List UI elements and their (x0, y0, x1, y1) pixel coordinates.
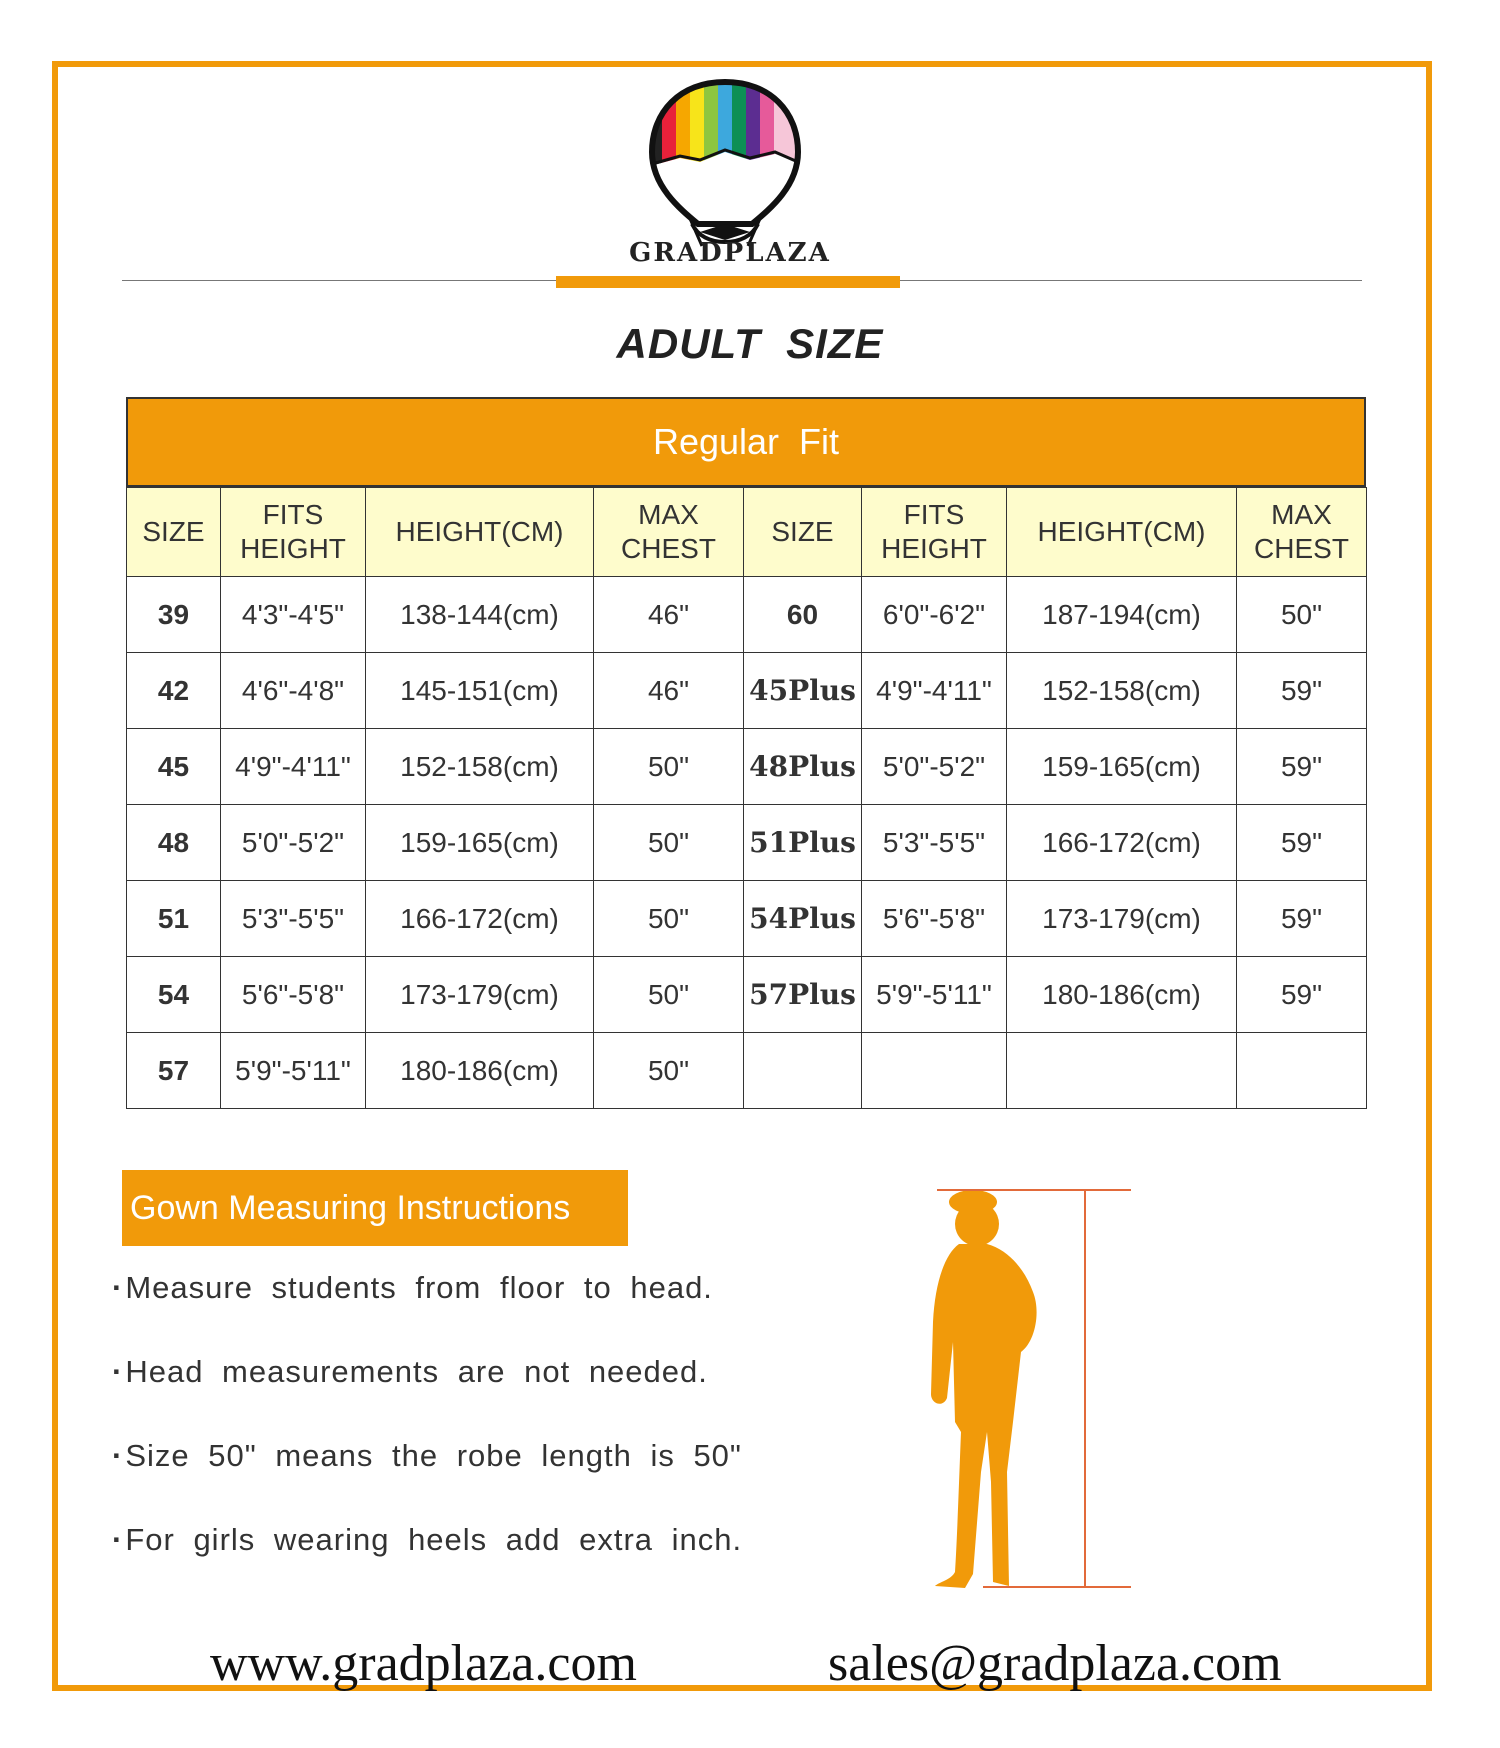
instruction-text: Size 50" means the robe length is 50" (125, 1438, 742, 1473)
table-cell: 59" (1237, 653, 1367, 729)
column-header: MAX CHEST (1237, 488, 1367, 577)
table-row (127, 729, 1367, 805)
table-cell: 138-144(cm) (366, 577, 594, 653)
table-cell: 4'9"-4'11" (862, 653, 1007, 729)
table-cell: 51Plus (744, 805, 862, 881)
table-cell: 46" (594, 577, 744, 653)
table-cell (862, 1033, 1007, 1109)
table-cell: 166-172(cm) (366, 881, 594, 957)
table-cell: 46" (594, 653, 744, 729)
table-cell: 42 (127, 653, 221, 729)
instruction-item (112, 1522, 832, 1606)
table-body (127, 577, 1367, 1109)
column-header: SIZE (127, 488, 221, 577)
column-header: FITS HEIGHT (862, 488, 1007, 577)
table-cell: 159-165(cm) (366, 805, 594, 881)
table-cell: 5'6"-5'8" (862, 881, 1007, 957)
bullet-icon: · (112, 1438, 124, 1473)
table-cell: 145-151(cm) (366, 653, 594, 729)
table-cell (1007, 1033, 1237, 1109)
table-cell: 51 (127, 881, 221, 957)
table-cell: 60 (744, 577, 862, 653)
table-cell: 54Plus (744, 881, 862, 957)
size-table (126, 487, 1367, 1109)
table-cell: 59" (1237, 805, 1367, 881)
email-link[interactable]: sales@gradplaza.com (828, 1635, 1282, 1692)
table-cell: 45Plus (744, 653, 862, 729)
table-row (127, 805, 1367, 881)
table-cell: 4'6"-4'8" (221, 653, 366, 729)
website-link[interactable]: www.gradplaza.com (210, 1635, 637, 1692)
table-cell: 50" (594, 729, 744, 805)
table-row (127, 881, 1367, 957)
table-row (127, 577, 1367, 653)
column-header: HEIGHT(CM) (366, 488, 594, 577)
column-header: FITS HEIGHT (221, 488, 366, 577)
table-cell: 48 (127, 805, 221, 881)
column-header: SIZE (744, 488, 862, 577)
table-cell: 57Plus (744, 957, 862, 1033)
fit-title-band: Regular Fit (126, 397, 1366, 487)
table-cell: 180-186(cm) (1007, 957, 1237, 1033)
standing-person-silhouette-icon (925, 1182, 1145, 1602)
table-cell: 166-172(cm) (1007, 805, 1237, 881)
table-cell: 173-179(cm) (366, 957, 594, 1033)
instruction-item (112, 1354, 832, 1438)
instruction-text: Measure students from floor to head. (125, 1270, 713, 1305)
table-cell: 152-158(cm) (1007, 653, 1237, 729)
table-cell: 50" (1237, 577, 1367, 653)
table-cell: 5'3"-5'5" (221, 881, 366, 957)
table-cell: 50" (594, 957, 744, 1033)
bullet-icon: · (112, 1270, 124, 1305)
table-cell: 4'9"-4'11" (221, 729, 366, 805)
table-cell: 152-158(cm) (366, 729, 594, 805)
table-cell: 5'9"-5'11" (862, 957, 1007, 1033)
table-cell: 5'6"-5'8" (221, 957, 366, 1033)
table-cell: 187-194(cm) (1007, 577, 1237, 653)
brand-name: GRADPLAZA (629, 238, 831, 268)
table-cell: 4'3"-4'5" (221, 577, 366, 653)
table-row (127, 1033, 1367, 1109)
table-cell: 48Plus (744, 729, 862, 805)
table-header-row (127, 488, 1367, 577)
instruction-item (112, 1270, 832, 1354)
header-divider-accent (556, 276, 900, 288)
table-cell: 6'0"-6'2" (862, 577, 1007, 653)
instruction-text: Head measurements are not needed. (125, 1354, 708, 1389)
instruction-item (112, 1438, 832, 1522)
table-cell: 50" (594, 1033, 744, 1109)
bullet-icon: · (112, 1522, 124, 1557)
table-cell: 159-165(cm) (1007, 729, 1237, 805)
table-cell: 5'0"-5'2" (862, 729, 1007, 805)
page-title: ADULT SIZE (616, 320, 884, 367)
bullet-icon: · (112, 1354, 124, 1389)
table-cell: 54 (127, 957, 221, 1033)
table-cell: 45 (127, 729, 221, 805)
table-cell: 59" (1237, 881, 1367, 957)
table-cell: 180-186(cm) (366, 1033, 594, 1109)
table-cell: 57 (127, 1033, 221, 1109)
gown-measuring-instructions-label: Gown Measuring Instructions (122, 1170, 628, 1246)
table-cell: 5'0"-5'2" (221, 805, 366, 881)
table-row (127, 653, 1367, 729)
table-cell: 59" (1237, 729, 1367, 805)
table-cell (1237, 1033, 1367, 1109)
table-cell: 50" (594, 805, 744, 881)
table-cell (744, 1033, 862, 1109)
table-cell: 50" (594, 881, 744, 957)
column-header: HEIGHT(CM) (1007, 488, 1237, 577)
column-header: MAX CHEST (594, 488, 744, 577)
table-cell: 59" (1237, 957, 1367, 1033)
table-cell: 5'3"-5'5" (862, 805, 1007, 881)
table-cell: 39 (127, 577, 221, 653)
table-row (127, 957, 1367, 1033)
table-cell: 5'9"-5'11" (221, 1033, 366, 1109)
table-cell: 173-179(cm) (1007, 881, 1237, 957)
instructions-list (112, 1270, 832, 1606)
instruction-text: For girls wearing heels add extra inch. (125, 1522, 743, 1557)
